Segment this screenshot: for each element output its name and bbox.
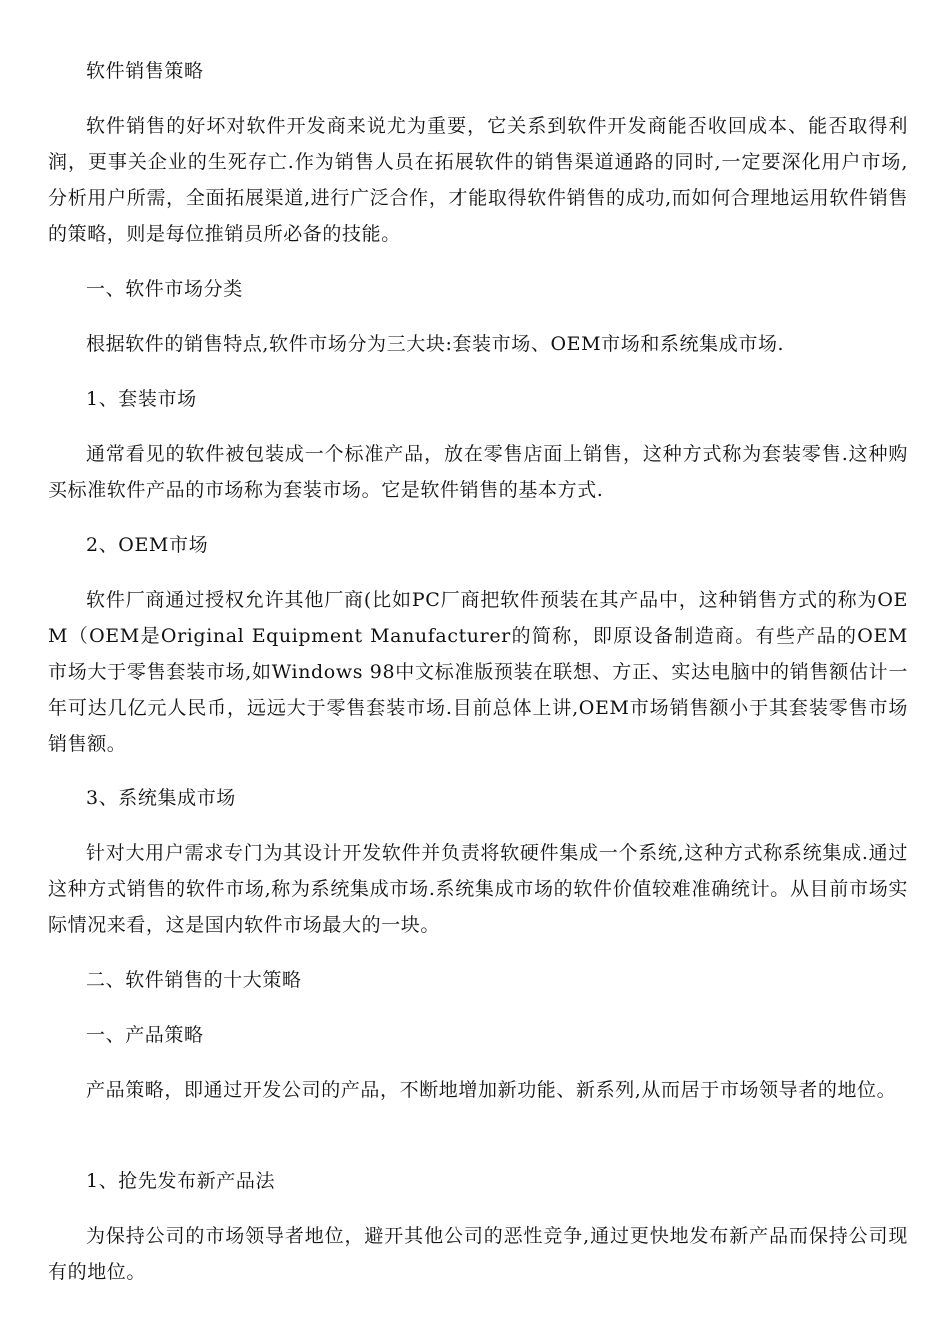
item-heading-package-market: 1、套装市场 <box>86 388 197 410</box>
section-heading-market-classification: 一、软件市场分类 <box>86 278 243 300</box>
early-release-paragraph: 为保持公司的市场领导者地位，避开其他公司的恶性竞争,通过更快地发布新产品而保持公司现有的地位。 <box>48 1225 908 1283</box>
document-title: 软件销售策略 <box>86 60 204 82</box>
section-heading-ten-strategies: 二、软件销售的十大策略 <box>86 969 302 991</box>
system-integration-paragraph: 针对大用户需求专门为其设计开发软件并负责将软硬件集成一个系统,这种方式称系统集成.通过这种方式销售的软件市场,称为系统集成市场.系统集成市场的软件价值较难准确统计。从目前市场实际情况来看，这是国内软件市场最大的一块。 <box>48 842 908 936</box>
item-heading-oem-market: 2、OEM市场 <box>86 534 209 556</box>
intro-paragraph: 软件销售的好坏对软件开发商来说尤为重要，它关系到软件开发商能否收回成本、能否取得利润，更事关企业的生死存亡.作为销售人员在拓展软件的销售渠道通路的同时,一定要深化用户市场,分析用户所需，全面拓展渠道,进行广泛合作，才能取得软件销售的成功,而如何合理地运用软件销售的策略，则是每位推销员所必备的技能。 <box>48 115 908 245</box>
market-summary-paragraph: 根据软件的销售特点,软件市场分为三大块:套装市场、OEM市场和系统集成市场. <box>86 333 785 355</box>
product-strategy-paragraph: 产品策略，即通过开发公司的产品，不断地增加新功能、新系列,从而居于市场领导者的地位。 <box>86 1079 897 1101</box>
package-market-paragraph: 通常看见的软件被包装成一个标准产品，放在零售店面上销售，这种方式称为套装零售.这种购买标准软件产品的市场称为套装市场。它是软件销售的基本方式. <box>48 443 908 501</box>
sub-heading-product-strategy: 一、产品策略 <box>86 1024 204 1046</box>
item-heading-system-integration-market: 3、系统集成市场 <box>86 787 236 809</box>
oem-market-paragraph: 软件厂商通过授权允许其他厂商(比如PC厂商把软件预装在其产品中，这种销售方式的称为OEM（OEM是Original Equipment Manufacturer的简称，即原设备制造商。有些产品的OEM市场大于零售套装市场,如Windows 98中文标准版预装在联想、方正、实达电脑中的销售额估计一年可达几亿元人民币，远远大于零售套装市场.目前总体上讲,OEM市场销售额小于其套装零售市场销售额。 <box>48 589 908 755</box>
item-heading-early-release: 1、抢先发布新产品法 <box>86 1170 276 1192</box>
